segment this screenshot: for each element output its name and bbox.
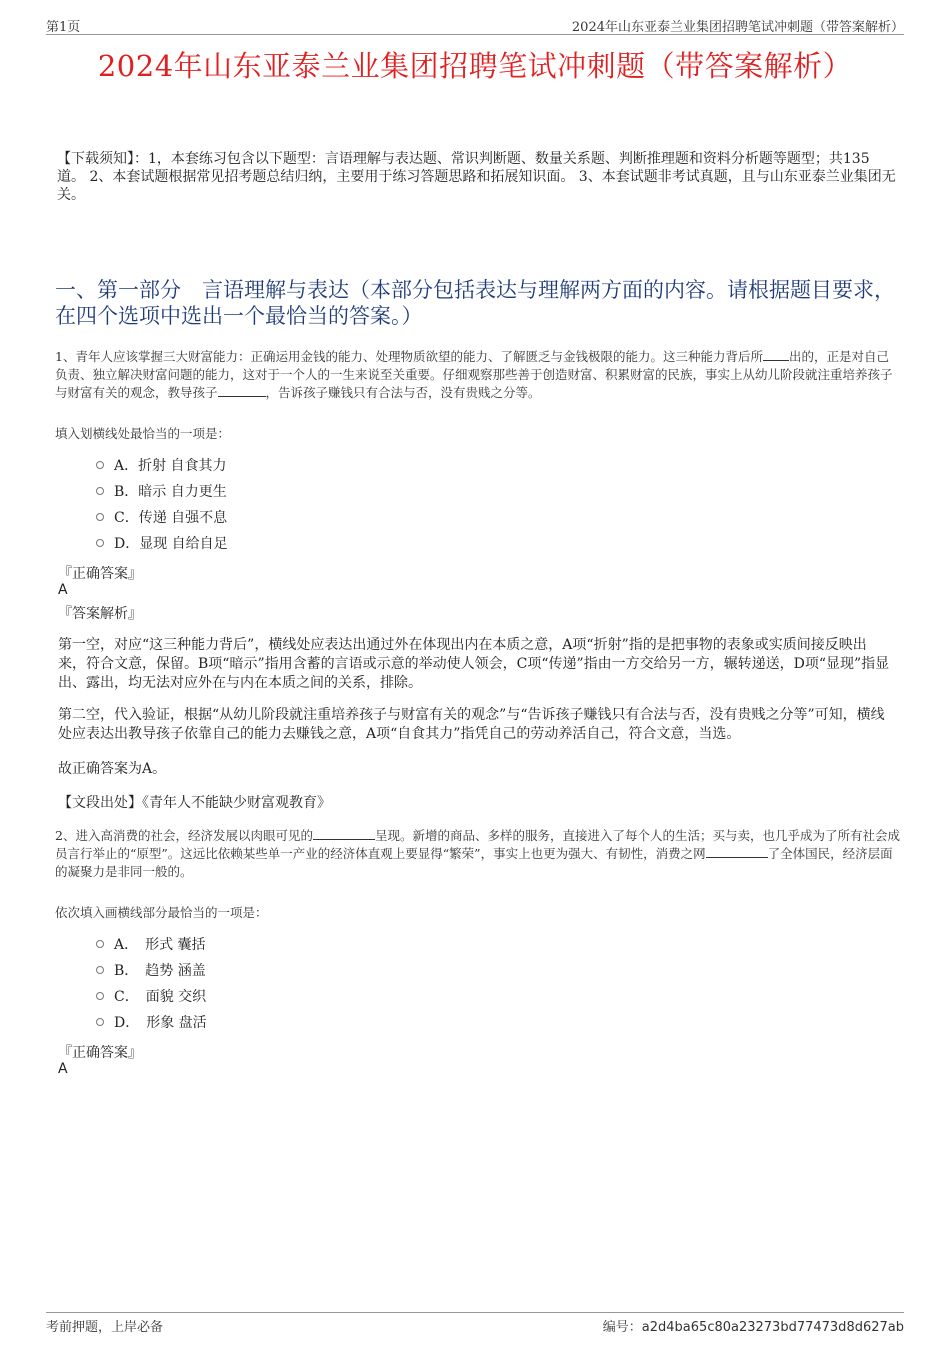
- radio-icon[interactable]: [96, 513, 104, 521]
- download-notice: 【下载须知】：1，本套练习包含以下题型：言语理解与表达题、常识判断题、数量关系题、判断推理题和资料分析题等题型；共135道。 2、本套试题根据常见招考题总结归纳，主要用于练习答题思路和拓展知识面。 3、本套试题非考试真题，且与山东亚泰兰业集团无关。: [57, 151, 896, 203]
- passage-source: 【文段出处】《青年人不能缺少财富观教育》: [58, 795, 331, 811]
- option-a[interactable]: A．折射 自食其力: [96, 452, 228, 478]
- option-c[interactable]: C．传递 自强不息: [96, 504, 228, 530]
- option-c[interactable]: C． 面貌 交织: [96, 983, 207, 1009]
- analysis-paragraph: 第一空，对应“这三种能力背后”，横线处应表达出通过外在体现出内在本质之意，A项“折射”指的是把事物的表象或实质间接反映出来，符合文意，保留。B项“暗示”指用含蓄的言语或示意的举动使人领会，C项“传递”指由一方交给另一方，辗转递送，D项“显现”指显出、露出，均无法对应外在与内在本质之间的关系，排除。: [58, 637, 890, 691]
- page-number: 第1页: [46, 20, 81, 35]
- answer-label: 『正确答案』: [58, 566, 142, 582]
- question-1-prompt: 填入划横线处最恰当的一项是：: [55, 426, 231, 441]
- section-title: 一、第一部分 言语理解与表达（本部分包括表达与理解两方面的内容。请根据题目要求，在四个选项中选出一个最恰当的答案。）: [55, 278, 895, 328]
- option-d[interactable]: D． 形象 盘活: [96, 1009, 207, 1035]
- answer-label: 『正确答案』: [58, 1045, 142, 1061]
- question-2-prompt: 依次填入画横线部分最恰当的一项是：: [55, 905, 268, 920]
- analysis-label: 『答案解析』: [58, 606, 142, 622]
- question-1-text: 1、青年人应该掌握三大财富能力：正确运用金钱的能力、处理物质欲望的能力、了解匮乏与金钱极限的能力。这三种能力背后所 出的，正是对自己负责、独立解决财富问题的能力，这对于一个人的一生来说至关重要。仔细观察那些善于创造财富、积累财富的民族，事实上从幼儿阶段就注重培养孩子与财富有关的观念，教导孩子 ，告诉孩子赚钱只有合法与否，没有贵贱之分等。: [55, 349, 893, 400]
- analysis-paragraph: 第二空，代入验证，根据“从幼儿阶段就注重培养孩子与财富有关的观念”与“告诉孩子赚钱只有合法与否，没有贵贱之分等”可知，横线处应表达出教导孩子依靠自己的能力去赚钱之意，A项“自食其力”指凭自己的劳动养活自己，符合文意，当选。: [58, 707, 885, 742]
- radio-icon[interactable]: [96, 461, 104, 469]
- option-b[interactable]: B． 趋势 涵盖: [96, 957, 207, 983]
- header-doc-title: 2024年山东亚泰兰业集团招聘笔试冲刺题（带答案解析）: [571, 20, 904, 35]
- analysis-conclusion: 故正确答案为A。: [58, 761, 167, 777]
- footer-slogan: 考前押题，上岸必备: [46, 1320, 164, 1335]
- blank-1: [763, 349, 789, 361]
- page-header: [46, 14, 904, 35]
- blank-1: [313, 828, 375, 840]
- question-2-text: 2、进入高消费的社会，经济发展以肉眼可见的 呈现。新增的商品、多样的服务，直接进入了每个人的生活；买与卖，也几乎成为了所有社会成员言行举止的“原型”。这远比依赖某些单一产业的经济体直观上要显得“繁荣”，事实上也更为强大、有韧性，消费之网 了全体国民，经济层面的凝聚力是非同一般的。: [55, 828, 900, 879]
- question-2-options: [96, 931, 207, 1035]
- document-title: 2024年山东亚泰兰业集团招聘笔试冲刺题（带答案解析）: [97, 49, 853, 83]
- blank-2: [706, 846, 768, 858]
- radio-icon[interactable]: [96, 539, 104, 547]
- option-d[interactable]: D．显现 自给自足: [96, 530, 228, 556]
- option-b[interactable]: B．暗示 自力更生: [96, 478, 228, 504]
- radio-icon[interactable]: [96, 1018, 104, 1026]
- question-1-options: [96, 452, 228, 556]
- radio-icon[interactable]: [96, 992, 104, 1000]
- answer-value: A: [58, 1061, 68, 1077]
- option-a[interactable]: A． 形式 囊括: [96, 931, 207, 957]
- blank-2: [218, 385, 266, 397]
- footer-code: 编号：a2d4ba65c80a23273bd77473d8d627ab: [602, 1320, 904, 1335]
- radio-icon[interactable]: [96, 487, 104, 495]
- radio-icon[interactable]: [96, 966, 104, 974]
- answer-value: A: [58, 582, 68, 598]
- radio-icon[interactable]: [96, 940, 104, 948]
- page-footer: [46, 1312, 904, 1335]
